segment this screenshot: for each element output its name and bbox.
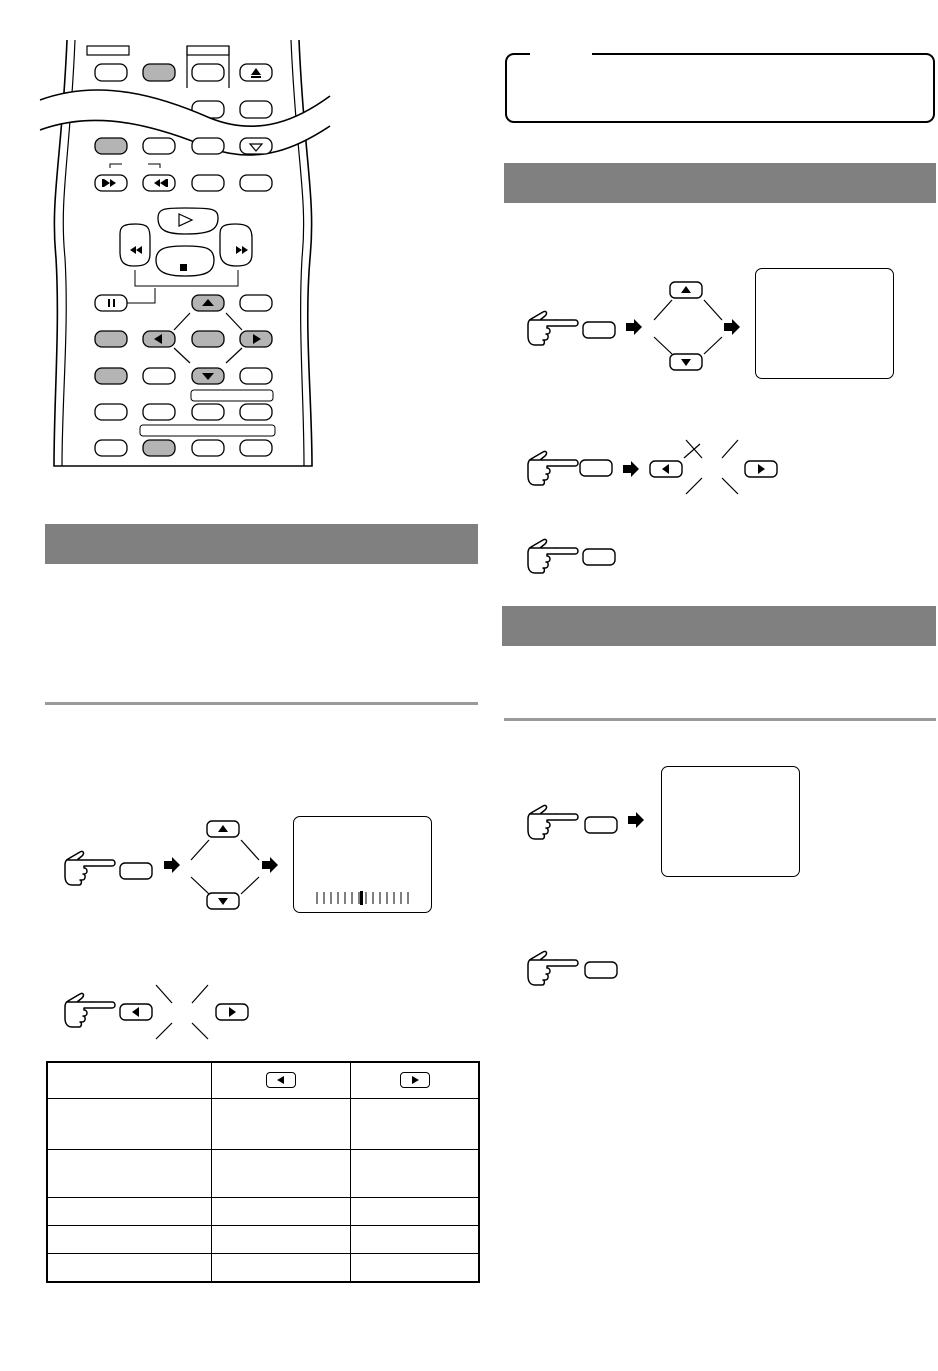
menu-button-icon: [583, 322, 617, 340]
arrow-right-icon: [164, 857, 182, 875]
down-button-icon: [207, 893, 241, 911]
pointing-hand-icon: [527, 804, 583, 844]
tv-screen-icon: [661, 766, 800, 877]
table-cell: [212, 1198, 351, 1226]
left-button-icon: [650, 461, 684, 479]
table-cell: [47, 1254, 212, 1283]
table-cell: [47, 1150, 212, 1198]
right-button-icon: [216, 1004, 250, 1022]
divider-rule-right: [504, 718, 936, 721]
pointing-hand-icon: [64, 850, 120, 890]
table-cell: [47, 1198, 212, 1226]
pointing-hand-icon: [527, 538, 583, 578]
section-header-band-right-1: [504, 163, 936, 203]
table-cell: [212, 1254, 351, 1283]
remote-control-illustration: [40, 38, 330, 468]
note-box: [505, 53, 935, 123]
tv-screen-icon: [293, 816, 432, 913]
arrow-right-icon: [623, 461, 641, 479]
table-row: [47, 1226, 479, 1254]
left-button-icon: [266, 1072, 296, 1088]
left-button-icon: [120, 1004, 154, 1022]
table-row: [47, 1254, 479, 1283]
table-cell: [212, 1226, 351, 1254]
table-cell: [212, 1150, 351, 1198]
table-cell: [47, 1226, 212, 1254]
up-button-icon: [207, 821, 241, 839]
pointing-hand-icon: [64, 992, 120, 1032]
table-cell: [351, 1254, 480, 1283]
menu-button-icon: [580, 460, 614, 478]
arrow-right-icon: [628, 812, 646, 830]
table-header-row: [47, 1062, 479, 1099]
table-cell: [351, 1099, 480, 1150]
adjustment-table: [46, 1061, 480, 1283]
menu-button-icon: [585, 817, 619, 835]
pointing-hand-icon: [527, 950, 583, 990]
divider-rule-left: [45, 702, 478, 705]
up-button-icon: [670, 282, 704, 300]
table-cell: [212, 1099, 351, 1150]
table-cell: [351, 1062, 480, 1099]
menu-button-icon: [583, 549, 617, 567]
table-cell: [47, 1062, 212, 1099]
table-cell: [212, 1062, 351, 1099]
arrow-right-icon: [626, 319, 644, 337]
right-button-icon: [400, 1072, 430, 1088]
left-right-diamond: [682, 440, 742, 500]
table-row: [47, 1150, 479, 1198]
table-row: [47, 1198, 479, 1226]
pointing-hand-icon: [527, 310, 583, 350]
tv-screen-icon: [755, 268, 894, 379]
left-right-diamond: [152, 985, 212, 1045]
table-cell: [351, 1226, 480, 1254]
right-button-icon: [745, 461, 779, 479]
menu-button-icon: [585, 962, 619, 980]
level-bar: [316, 891, 416, 905]
menu-button-icon: [120, 863, 154, 881]
pointing-hand-icon: [527, 450, 583, 490]
note-box-tab: [530, 50, 592, 56]
down-button-icon: [670, 354, 704, 372]
arrow-right-icon: [724, 319, 742, 337]
section-header-band-right-2: [502, 606, 936, 646]
table-cell: [47, 1099, 212, 1150]
section-header-band-left: [45, 524, 478, 564]
table-cell: [351, 1198, 480, 1226]
table-cell: [351, 1150, 480, 1198]
table-row: [47, 1099, 479, 1150]
arrow-right-icon: [262, 857, 280, 875]
